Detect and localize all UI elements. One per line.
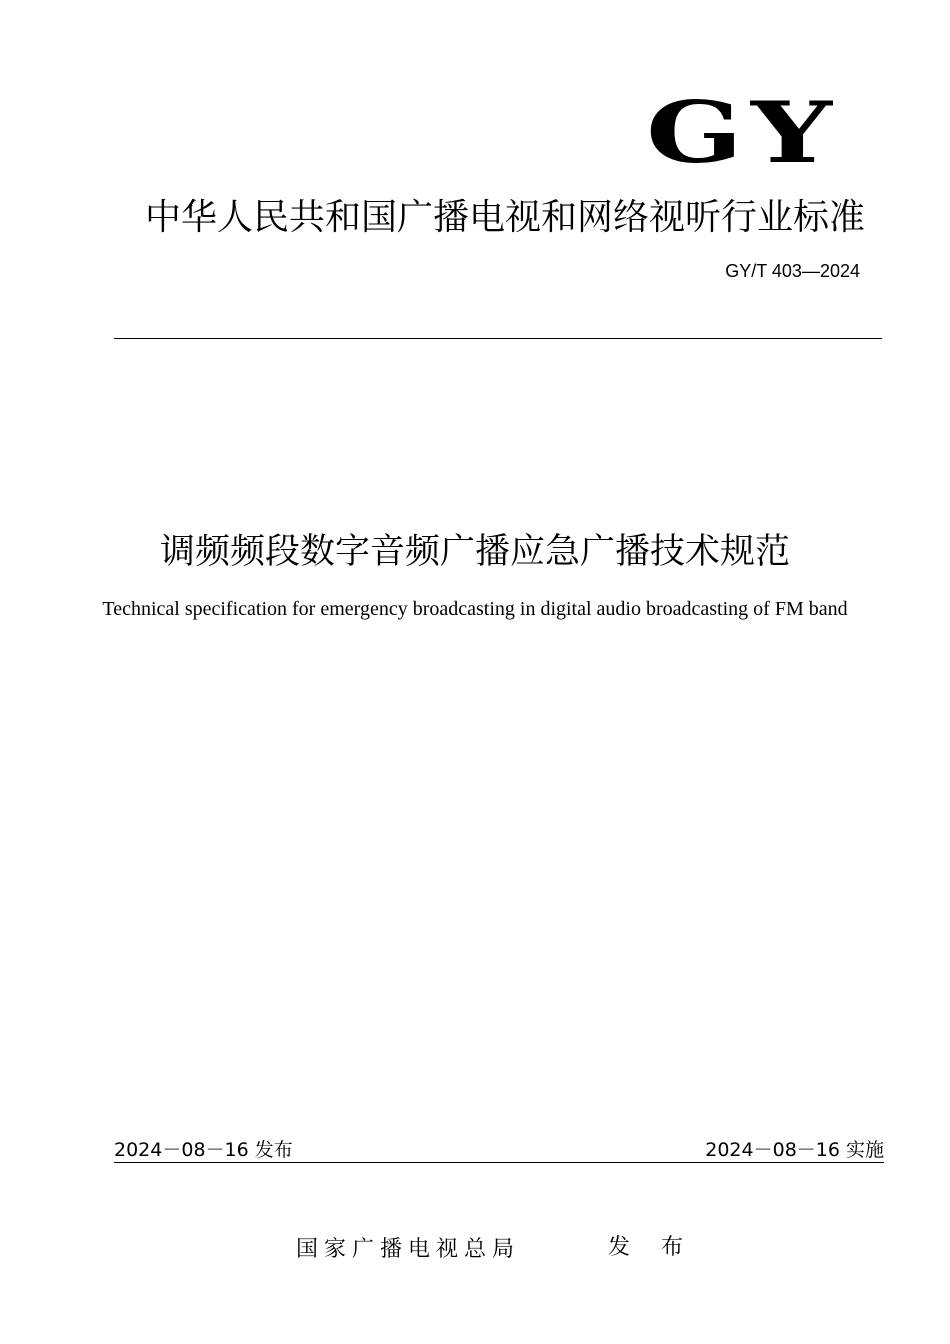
document-title-english: Technical specification for emergency broadcasting in digital audio broadcasting of FM band xyxy=(102,598,848,620)
publish-label: 发 布 xyxy=(608,1235,695,1260)
publisher-name: 国家广播电视总局 xyxy=(296,1237,521,1262)
header-divider xyxy=(114,338,882,339)
date-row xyxy=(114,1136,884,1164)
standard-logo: GY xyxy=(646,83,840,182)
document-title-chinese: 调频频段数字音频广播应急广播技术规范 xyxy=(159,532,790,572)
standard-number: GY/T 403—2024 xyxy=(725,261,860,281)
implementation-date: 2024－08－16 实施 xyxy=(705,1139,884,1161)
footer-divider xyxy=(114,1162,884,1163)
organization-title: 中华人民共和国广播电视和网络视听行业标准 xyxy=(144,197,865,238)
issue-date: 2024－08－16 发布 xyxy=(114,1139,293,1161)
